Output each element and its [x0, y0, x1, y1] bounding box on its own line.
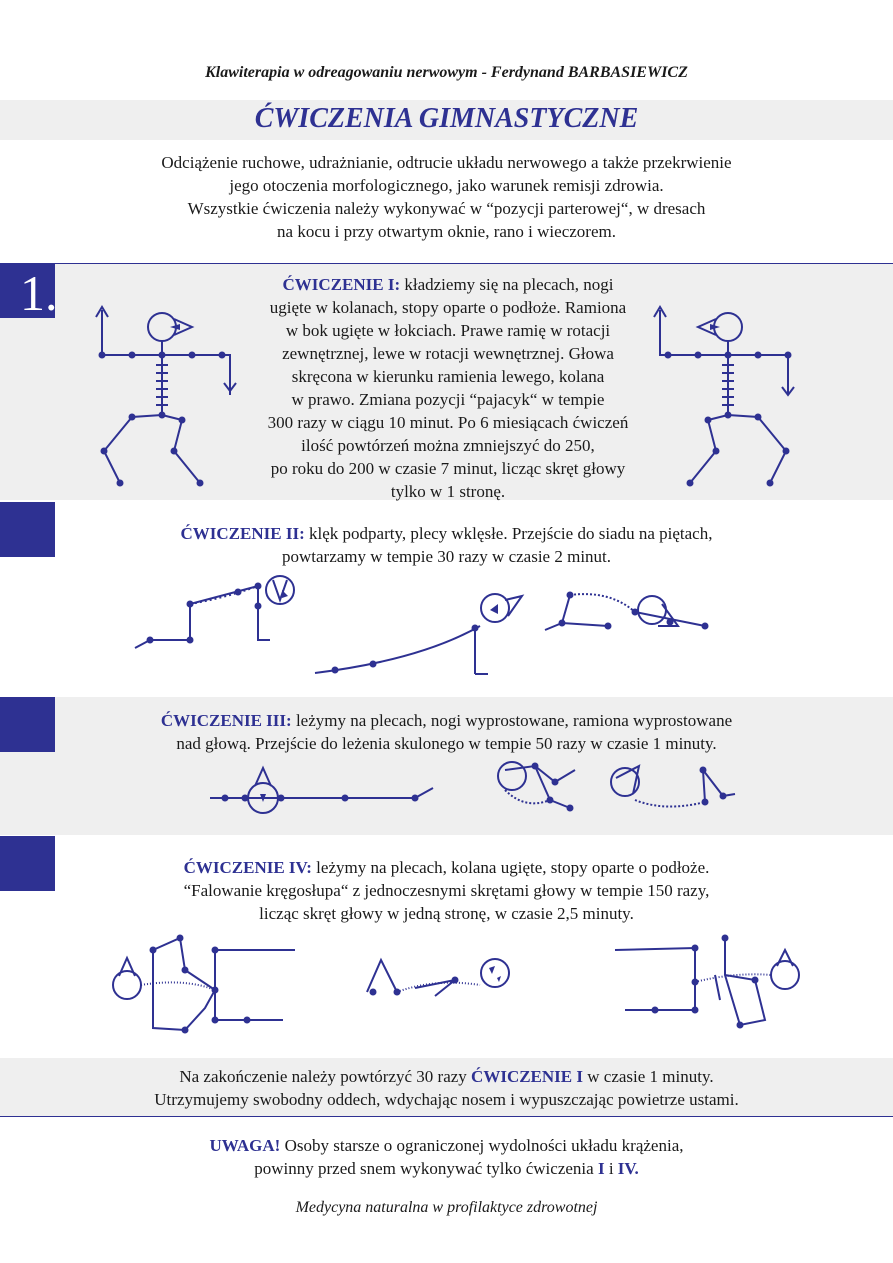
warning-end: .	[634, 1159, 639, 1178]
exercise1-label: ĆWICZENIE I:	[282, 275, 401, 294]
exercise2-text	[0, 522, 893, 568]
exercise1-line: ilość powtórzeń można zmniejszyć do 250,	[301, 436, 595, 455]
exercise3-figures	[205, 760, 750, 822]
exercise1-line: kładziemy się na plecach, nogi	[400, 275, 614, 294]
section-number: 1.	[20, 265, 58, 321]
intro-text	[0, 151, 893, 243]
exercise4-line: licząc skręt głowy w jedną stronę, w czasie 2,5 minuty.	[259, 904, 634, 923]
closing-part: Na zakończenie należy powtórzyć 30 razy	[179, 1067, 472, 1086]
warning-ex-a: I	[597, 1159, 605, 1178]
exercise3-line: leżymy na plecach, nogi wyprostowane, ramiona wyprostowane	[291, 711, 733, 730]
exercise1-line: w prawo. Zmiana pozycji “pajacyk“ w tempie	[291, 390, 605, 409]
closing-divider	[0, 1116, 893, 1117]
warning-ex-b: IV	[617, 1159, 635, 1178]
exercise4-label: ĆWICZENIE IV:	[183, 858, 312, 877]
warning-line: Osoby starsze o ograniczonej wydolności układu krążenia,	[280, 1136, 684, 1155]
exercise4-figures	[105, 930, 805, 1040]
exercise1-line: tylko w 1 stronę.	[390, 482, 506, 501]
exercise4-line: leżymy na plecach, kolana ugięte, stopy oparte o podłoże.	[311, 858, 710, 877]
exercise1-text	[238, 273, 658, 503]
intro-line: Odciążenie ruchowe, udrażnianie, odtrucie układu nerwowego a także przekrwienie	[161, 153, 732, 172]
intro-line: Wszystkie ćwiczenia należy wykonywać w “pozycji parterowej“, w dresach	[187, 199, 706, 218]
running-title: Klawiterapia w odreagowaniu nerwowym - Ferdynand BARBASIEWICZ	[205, 64, 688, 81]
warning-part: powinny przed snem wykonywać tylko ćwiczenia	[254, 1159, 598, 1178]
footer-text: Medycyna naturalna w profilaktyce zdrowotnej	[295, 1199, 598, 1216]
warning-label: UWAGA!	[209, 1136, 281, 1155]
exercise2-line: powtarzamy w tempie 30 razy w czasie 2 minut.	[281, 547, 612, 566]
exercise1-line: po roku do 200 w czasie 7 minut, licząc skręt głowy	[270, 459, 626, 478]
closing-part: w czasie 1 minuty.	[583, 1067, 714, 1086]
closing-line: Utrzymujemy swobodny oddech, wdychając nosem i wypuszczając powietrze ustami.	[154, 1090, 739, 1109]
page-title: ĆWICZENIA GIMNASTYCZNE	[254, 103, 639, 134]
exercise1-line: 300 razy w ciągu 10 minut. Po 6 miesiącach ćwiczeń	[267, 413, 629, 432]
exercise2-figures	[130, 570, 730, 680]
exercise3-text	[0, 709, 893, 755]
exercise4-text	[0, 856, 893, 925]
exercise1-line: w bok ugięte w łokciach. Prawe ramię w rotacji	[285, 321, 611, 340]
exercise1-line: zewnętrznej, lewe w rotacji wewnętrznej. Głowa	[282, 344, 614, 363]
exercise2-label: ĆWICZENIE II:	[180, 524, 305, 543]
exercise1-figure-left	[90, 295, 240, 495]
intro-line: na kocu i przy otwartym oknie, rano i wieczorem.	[277, 222, 616, 241]
exercise4-line: “Falowanie kręgosłupa“ z jednoczesnymi skrętami głowy w tempie 150 razy,	[183, 881, 710, 900]
warning-part: i	[604, 1159, 618, 1178]
closing-text	[0, 1065, 893, 1111]
exercise3-label: ĆWICZENIE III:	[160, 711, 292, 730]
exercise1-line: ugięte w kolanach, stopy oparte o podłoże. Ramiona	[269, 298, 627, 317]
exercise1-figure-right	[650, 295, 800, 495]
intro-line: jego otoczenia morfologicznego, jako warunek remisji zdrowia.	[229, 176, 664, 195]
closing-exercise-ref: ĆWICZENIE I	[471, 1067, 583, 1086]
exercise2-line: klęk podparty, plecy wklęsłe. Przejście do siadu na piętach,	[304, 524, 713, 543]
exercise3-line: nad głową. Przejście do leżenia skulonego w tempie 50 razy w czasie 1 minuty.	[176, 734, 717, 753]
exercise1-line: skręcona w kierunku ramienia lewego, kolana	[291, 367, 605, 386]
warning-text	[0, 1134, 893, 1180]
